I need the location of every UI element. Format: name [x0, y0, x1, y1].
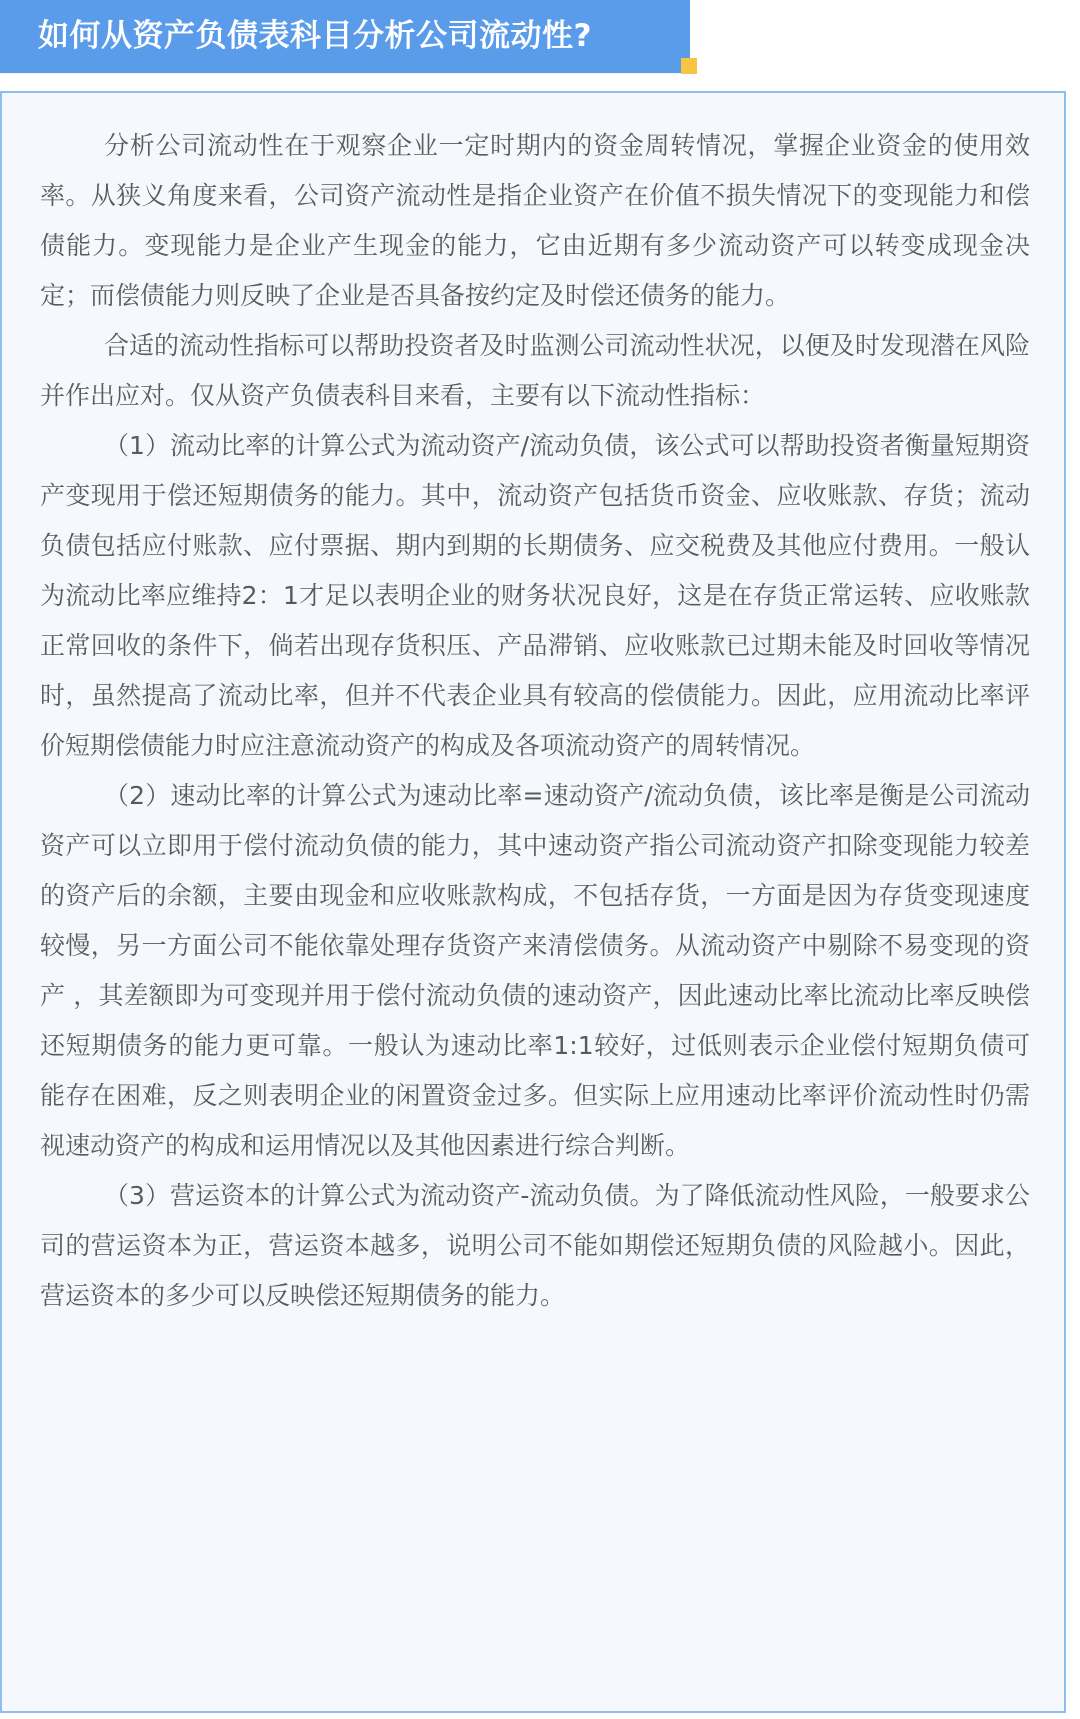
- title-bar: [0, 0, 690, 73]
- paragraph-current-ratio: （1）流动比率的计算公式为流动资产/流动负债，该公式可以帮助投资者衡量短期资产变现用于偿还短期债务的能力。其中，流动资产包括货币资金、应收账款、存货；流动负债包括应付账款、应付票据、期内到期的长期债务、应交税费及其他应付费用。一般认为流动比率应维持2：1才足以表明企业的财务状况良好，这是在存货正常运转、应收账款正常回收的条件下，倘若出现存货积压、产品滞销、应收账款已过期未能及时回收等情况时，虽然提高了流动比率，但并不代表企业具有较高的偿债能力。因此，应用流动比率评价短期偿债能力时应注意流动资产的构成及各项流动资产的周转情况。: [40, 431, 1030, 760]
- content-box: [0, 91, 1066, 1713]
- paragraph-working-capital: （3）营运资本的计算公式为流动资产-流动负债。为了降低流动性风险，一般要求公司的营运资本为正，营运资本越多，说明公司不能如期偿还短期负债的风险越小。因此，营运资本的多少可以反映偿还短期债务的能力。: [40, 1181, 1030, 1310]
- paragraph-intro: 分析公司流动性在于观察企业一定时期内的资金周转情况，掌握企业资金的使用效率。从狭义角度来看，公司资产流动性是指企业资产在价值不损失情况下的变现能力和偿债能力。变现能力是企业产生现金的能力，它由近期有多少流动资产可以转变成现金决定；而偿债能力则反映了企业是否具备按约定及时偿还债务的能力。: [40, 131, 1030, 310]
- page-title: 如何从资产负债表科目分析公司流动性?: [38, 18, 592, 54]
- paragraph-indicators: 合适的流动性指标可以帮助投资者及时监测公司流动性状况，以便及时发现潜在风险并作出应对。仅从资产负债表科目来看，主要有以下流动性指标：: [40, 331, 1030, 410]
- accent-square: [681, 58, 697, 74]
- article-body: [40, 121, 1030, 1321]
- paragraph-quick-ratio: （2）速动比率的计算公式为速动比率=速动资产/流动负债，该比率是衡是公司流动资产可以立即用于偿付流动负债的能力，其中速动资产指公司流动资产扣除变现能力较差的资产后的余额，主要由现金和应收账款构成，不包括存货，一方面是因为存货变现速度较慢，另一方面公司不能依靠处理存货资产来清偿债务。从流动资产中剔除不易变现的资产 ，其差额即为可变现并用于偿付流动负债的速动资产，因此速动比率比流动比率反映偿还短期债务的能力更可靠。一般认为速动比率1:1较好，过低则表示企业偿付短期负债可能存在困难，反之则表明企业的闲置资金过多。但实际上应用速动比率评价流动性时仍需视速动资产的构成和运用情况以及其他因素进行综合判断。: [40, 781, 1030, 1160]
